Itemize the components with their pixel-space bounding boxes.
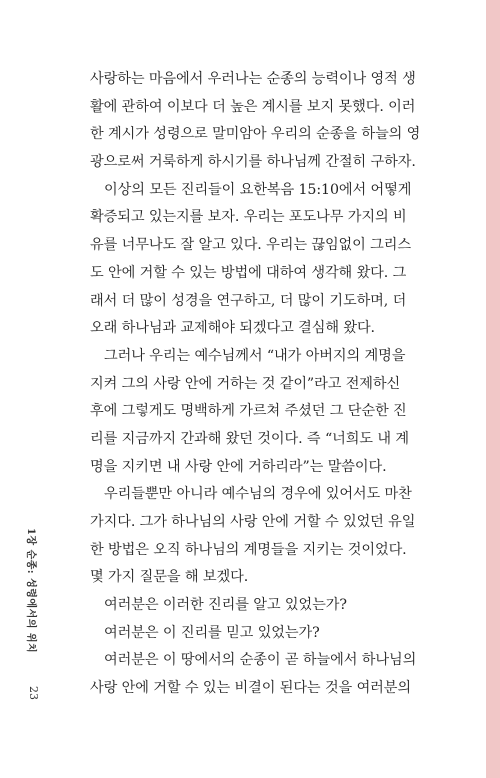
page-number: 23: [27, 686, 40, 700]
text-line: 사랑 안에 거할 수 있는 비결이 된다는 것을 여러분의: [90, 680, 411, 697]
paragraph-first-line: 여러분은 이러한 진리를 알고 있었는가?: [104, 597, 347, 614]
paragraph-first-line: 여러분은 이 땅에서의 순종이 곧 하늘에서 하나님의: [104, 652, 417, 669]
running-head-title: 1장 순종: 성령에서의 위치: [25, 528, 36, 654]
text-line: 리를 지금까지 간과해 왔던 것이다. 즉 “너희도 내 계: [90, 430, 409, 447]
text-line: 한 계시가 성령으로 말미암아 우리의 순종을 하늘의 영: [90, 126, 421, 143]
text-line: 지켜 그의 사랑 안에 거하는 것 같이”라고 전제하신: [90, 375, 401, 392]
text-line: 명을 지키면 내 사랑 안에 거하리라”는 말씀이다.: [90, 458, 387, 475]
paragraph-first-line: 그러나 우리는 예수님께서 “내가 아버지의 계명을: [104, 347, 406, 364]
body-text: [90, 66, 440, 703]
text-line: 래서 더 많이 성경을 연구하고, 더 많이 기도하며, 더: [90, 292, 407, 309]
paragraph-first-line: 우리들뿐만 아니라 예수님의 경우에 있어서도 마찬: [104, 486, 412, 503]
text-line: 확증되고 있는지를 보자. 우리는 포도나무 가지의 비: [90, 209, 407, 226]
text-line: 도 안에 거할 수 있는 방법에 대하여 생각해 왔다. 그: [90, 264, 407, 281]
text-line: 활에 관하여 이보다 더 높은 계시를 보지 못했다. 이러: [90, 98, 416, 115]
text-line: 몇 가지 질문을 해 보겠다.: [90, 569, 249, 586]
text-line: 광으로써 거룩하게 하시기를 하나님께 간절히 구하자.: [90, 154, 416, 171]
text-line: 사랑하는 마음에서 우러나는 순종의 능력이나 영적 생: [90, 71, 416, 87]
paragraph-first-line: 여러분은 이 진리를 믿고 있었는가?: [104, 624, 320, 641]
page-edge-color-strip: [486, 0, 500, 778]
text-line: 후에 그렇게도 명백하게 가르쳐 주셨던 그 단순한 진: [90, 403, 407, 420]
paragraph-first-line: 이상의 모든 진리들이 요한복음 15:10에서 어떻게: [104, 181, 412, 198]
text-line: 유를 너무나도 잘 알고 있다. 우리는 끊임없이 그리스: [90, 237, 411, 254]
text-line: 가지다. 그가 하나님의 사랑 안에 거할 수 있었던 유일: [90, 514, 416, 530]
text-line: 오래 하나님과 교제해야 되겠다고 결심해 왔다.: [90, 320, 375, 337]
text-line: 한 방법은 오직 하나님의 계명들을 지키는 것이었다.: [90, 541, 407, 558]
